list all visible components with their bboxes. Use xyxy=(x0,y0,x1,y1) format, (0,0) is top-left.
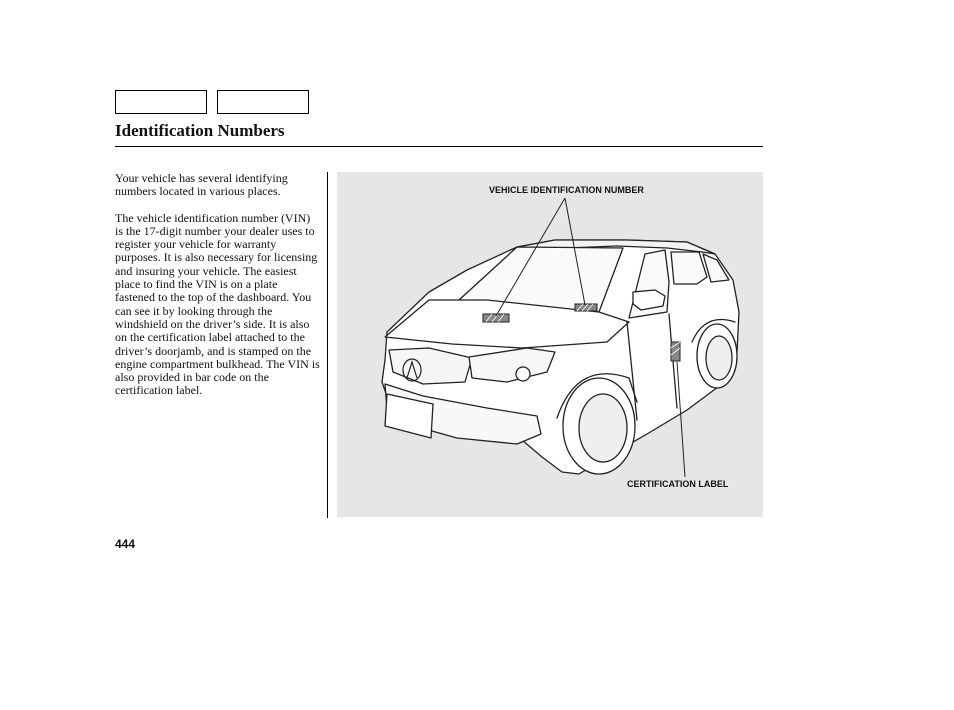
rear-wheel-hub xyxy=(706,336,732,380)
vehicle-illustration xyxy=(337,172,763,517)
suv-drawing xyxy=(337,172,763,517)
page-title: Identification Numbers xyxy=(115,121,285,140)
side-mirror xyxy=(633,290,665,310)
title-divider xyxy=(115,146,763,147)
intro-paragraph: Your vehicle has several identifying numbers located in various places. xyxy=(115,171,288,199)
nav-button-2[interactable] xyxy=(217,90,309,114)
page-number: 444 xyxy=(115,537,136,551)
certification-label-marker xyxy=(671,342,680,361)
column-divider xyxy=(327,172,328,518)
vin-callout-label: VEHICLE IDENTIFICATION NUMBER xyxy=(489,185,644,195)
nav-button-1[interactable] xyxy=(115,90,207,114)
fog-light xyxy=(516,367,530,381)
vin-paragraph: The vehicle identification number (VIN) is the 17-digit number your dealer uses to register your vehicle for warranty purposes. It is also necessary for licensing and insuring your vehicle. The easiest place to find the VIN is on a plate fastened to the top of the dashboard. You can see it by looking through the windshield on the driver’s side. It is also on the certification label attached to the driver’s doorjamb, and is stamped on the engine compartment bulkhead. The VIN is also provided in bar code on the certification label. xyxy=(115,210,320,398)
vin-plate-marker xyxy=(575,304,597,311)
body-text xyxy=(115,172,320,411)
front-wheel-hub xyxy=(579,394,627,462)
certification-callout-label: CERTIFICATION LABEL xyxy=(627,479,729,489)
